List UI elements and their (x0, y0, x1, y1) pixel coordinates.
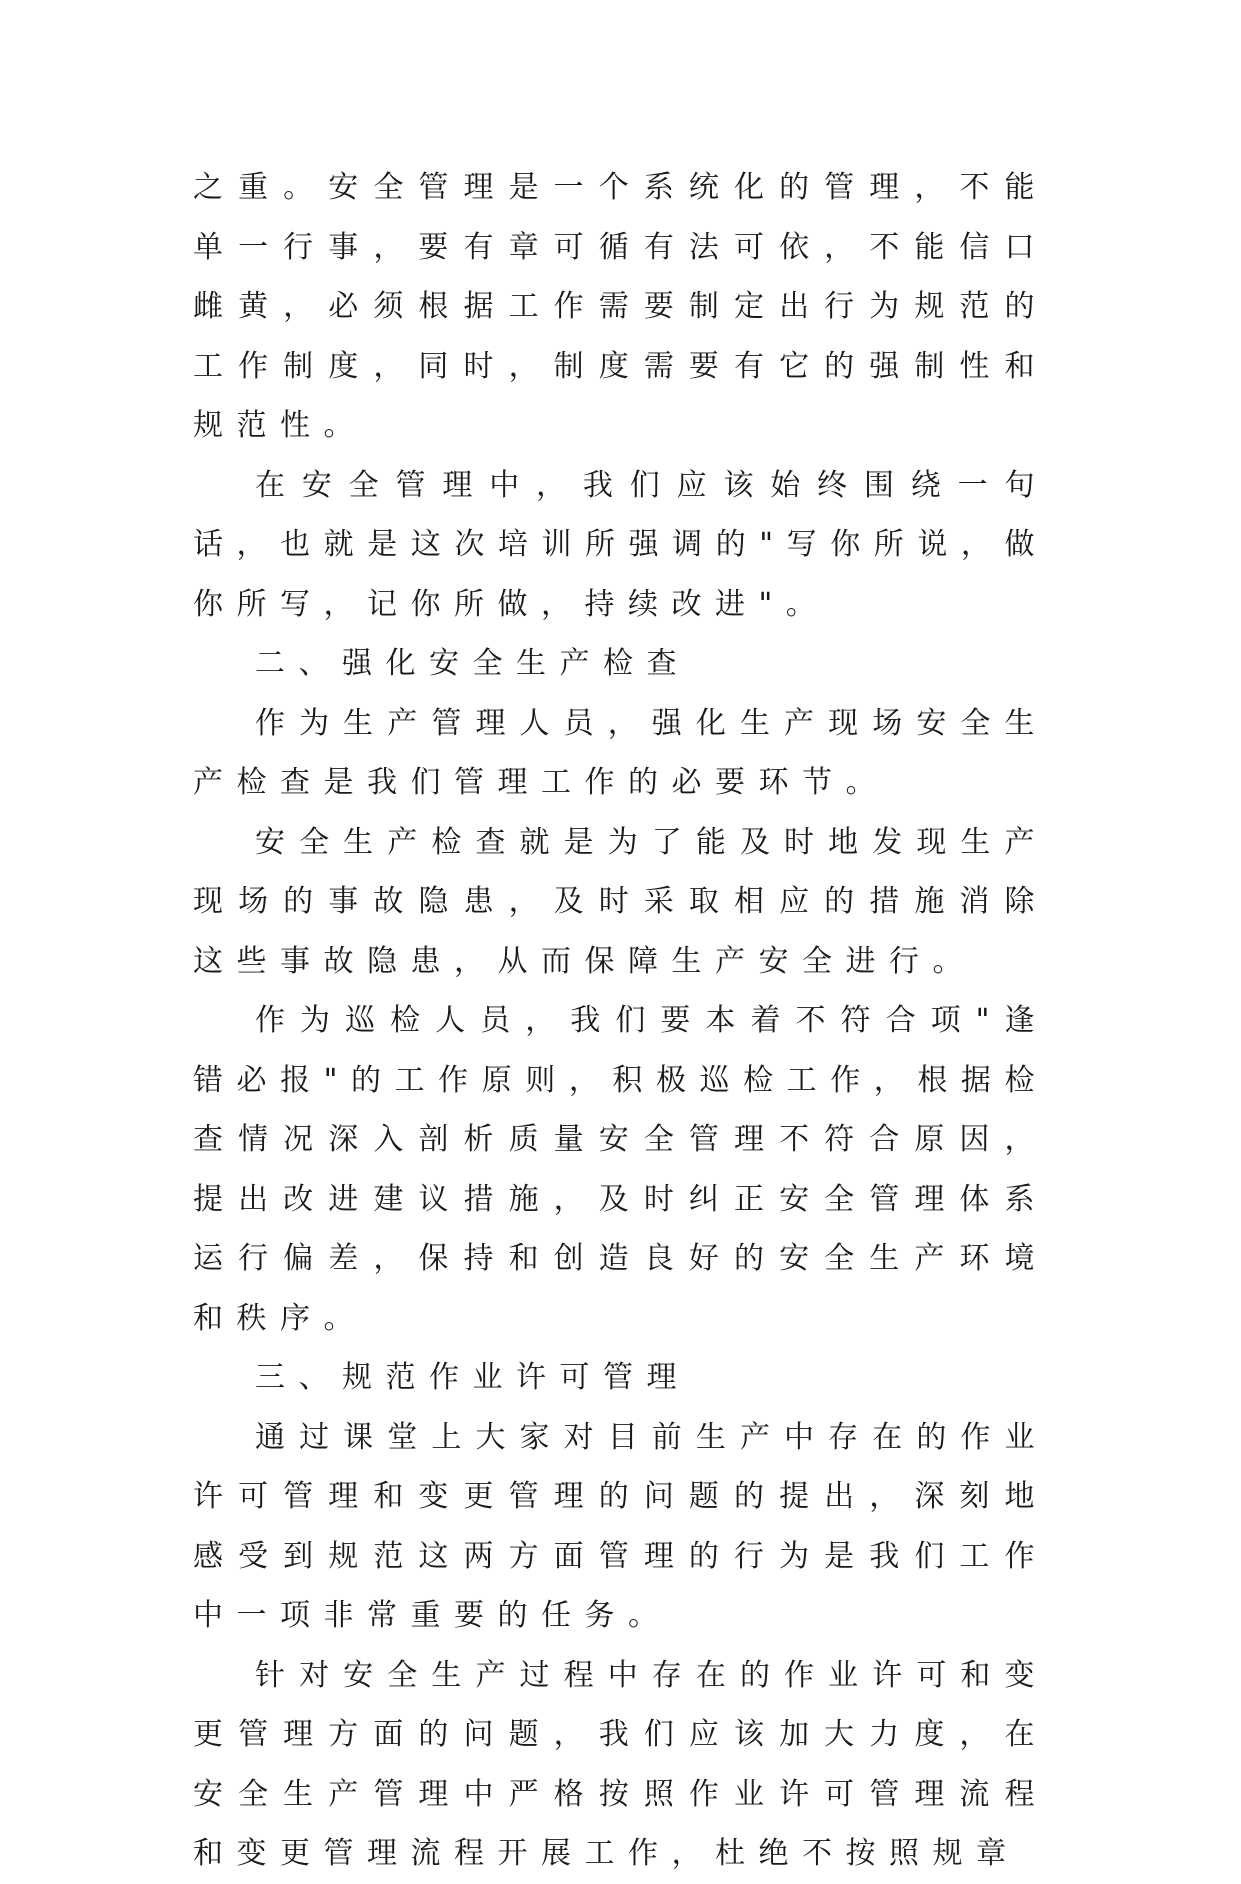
paragraph: 之重。安全管理是一个系统化的管理，不能单一行事，要有章可循有法可依，不能信口雌黄，必须根据工作需要制定出行为规范的工作制度，同时，制度需要有它的强制性和规范性。 (193, 170, 1048, 443)
section-heading: 三、规范作业许可管理 (255, 1360, 690, 1395)
paragraph: 通过课堂上大家对目前生产中存在的作业许可管理和变更管理的问题的提出，深刻地感受到规范这两方面管理的行为是我们工作中一项非常重要的任务。 (193, 1419, 1048, 1633)
document-body (193, 158, 1048, 1884)
paragraph: 作为巡检人员，我们要本着不符合项"逢错必报"的工作原则，积极巡检工作，根据检查情况深入剖析质量安全管理不符合原因，提出改进建议措施，及时纠正安全管理体系运行偏差，保持和创造良好的安全生产环境和秩序。 (193, 1003, 1048, 1336)
section-heading: 二、强化安全生产检查 (255, 646, 690, 681)
paragraph: 安全生产检查就是为了能及时地发现生产现场的事故隐患，及时采取相应的措施消除这些事故隐患，从而保障生产安全进行。 (193, 824, 1048, 979)
paragraph: 作为生产管理人员，强化生产现场安全生产检查是我们管理工作的必要环节。 (193, 705, 1048, 800)
paragraph: 针对安全生产过程中存在的作业许可和变更管理方面的问题，我们应该加大力度，在安全生产管理中严格按照作业许可管理流程和变更管理流程开展工作，杜绝不按照规章 (193, 1657, 1048, 1871)
paragraph: 在安全管理中，我们应该始终围绕一句话，也就是这次培训所强调的"写你所说，做你所写，记你所做，持续改进"。 (193, 467, 1048, 622)
